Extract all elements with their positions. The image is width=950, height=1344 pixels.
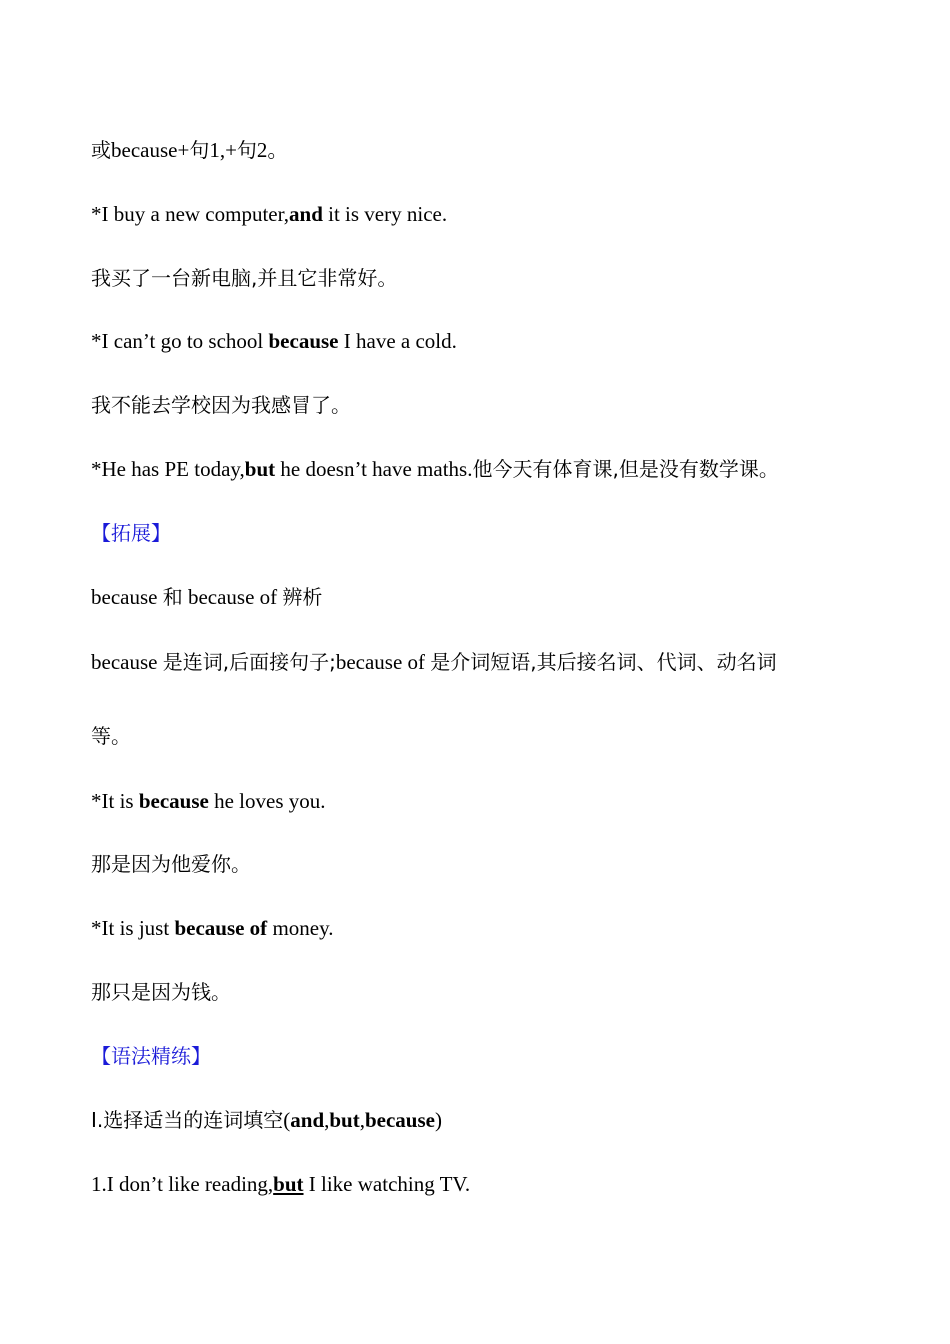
- text-zh: 或: [91, 138, 111, 162]
- text-en: (: [283, 1108, 291, 1132]
- example-sentence-because: [91, 327, 457, 355]
- text-en: ,: [324, 1108, 330, 1132]
- exercise-item-1: [91, 1170, 470, 1198]
- sentence-text: he doesn’t have maths.: [275, 457, 473, 481]
- sentence-text: money.: [267, 916, 334, 940]
- text-en: ,: [359, 1108, 365, 1132]
- sentence-text: *I can’t go to school: [91, 329, 269, 353]
- section-heading-extension: 【拓展】: [91, 521, 171, 545]
- text-en: because of: [182, 585, 283, 609]
- keyword-bold: because of: [174, 916, 268, 940]
- sentence-text: it is very nice.: [322, 202, 448, 226]
- option-because: because: [364, 1108, 435, 1132]
- text-en: because+: [111, 138, 190, 162]
- keyword-bold: and: [289, 202, 323, 226]
- text-zh: 辨析: [282, 585, 323, 609]
- translation-because: 我不能去学校因为我感冒了。: [91, 393, 351, 417]
- text-zh: 句: [236, 138, 257, 162]
- explanation-paragraph: [91, 648, 777, 676]
- keyword-bold: because: [268, 329, 339, 353]
- example-sentence-because-of: [91, 914, 333, 942]
- text-en: because: [91, 650, 163, 674]
- sentence-text: I have a cold.: [338, 329, 457, 353]
- sentence-text: he loves you.: [208, 789, 326, 813]
- sentence-text: *I buy a new computer,: [91, 202, 290, 226]
- translation-and: 我买了一台新电脑,并且它非常好。: [91, 266, 398, 290]
- sentence-text: I like watching TV.: [303, 1172, 471, 1196]
- section-heading-grammar-practice: 【语法精练】: [91, 1044, 211, 1068]
- sentence-text: *It is just: [91, 916, 175, 940]
- text-zh: 和: [162, 585, 183, 609]
- text-en: because of: [335, 650, 431, 674]
- text-en: 2。: [256, 138, 289, 162]
- text-en: because: [91, 585, 163, 609]
- sentence-text: 1.I don’t like reading,: [91, 1172, 274, 1196]
- text-en: ): [434, 1108, 442, 1132]
- translation-because-of: 那只是因为钱。: [91, 980, 231, 1004]
- example-sentence-and: [91, 200, 447, 228]
- sentence-text: *It is: [91, 789, 139, 813]
- exercise-instruction: [91, 1106, 442, 1134]
- text-zh: 句: [189, 138, 210, 162]
- option-and: and: [290, 1108, 325, 1132]
- exercise-number: Ⅰ.: [91, 1108, 104, 1132]
- text-zh: 是介词短语,其后接名词、代词、动名词: [430, 650, 777, 674]
- example-sentence-because-2: [91, 787, 326, 815]
- line-because-structure: [91, 136, 288, 164]
- topic-because-vs-because-of: [91, 583, 322, 611]
- text-en: 1,+: [209, 138, 237, 162]
- text-zh: 是连词,后面接句子;: [162, 650, 336, 674]
- translation-but: 他今天有体育课,但是没有数学课。: [472, 457, 779, 481]
- translation-because-2: 那是因为他爱你。: [91, 852, 251, 876]
- sentence-text: *He has PE today,: [91, 457, 245, 481]
- example-sentence-but: [91, 455, 779, 483]
- keyword-bold: because: [138, 789, 209, 813]
- option-but: but: [329, 1108, 360, 1132]
- explanation-paragraph-end: 等。: [91, 724, 131, 748]
- instruction-text: 选择适当的连词填空: [103, 1108, 284, 1132]
- keyword-bold: but: [244, 457, 276, 481]
- answer-blank: but: [273, 1172, 304, 1196]
